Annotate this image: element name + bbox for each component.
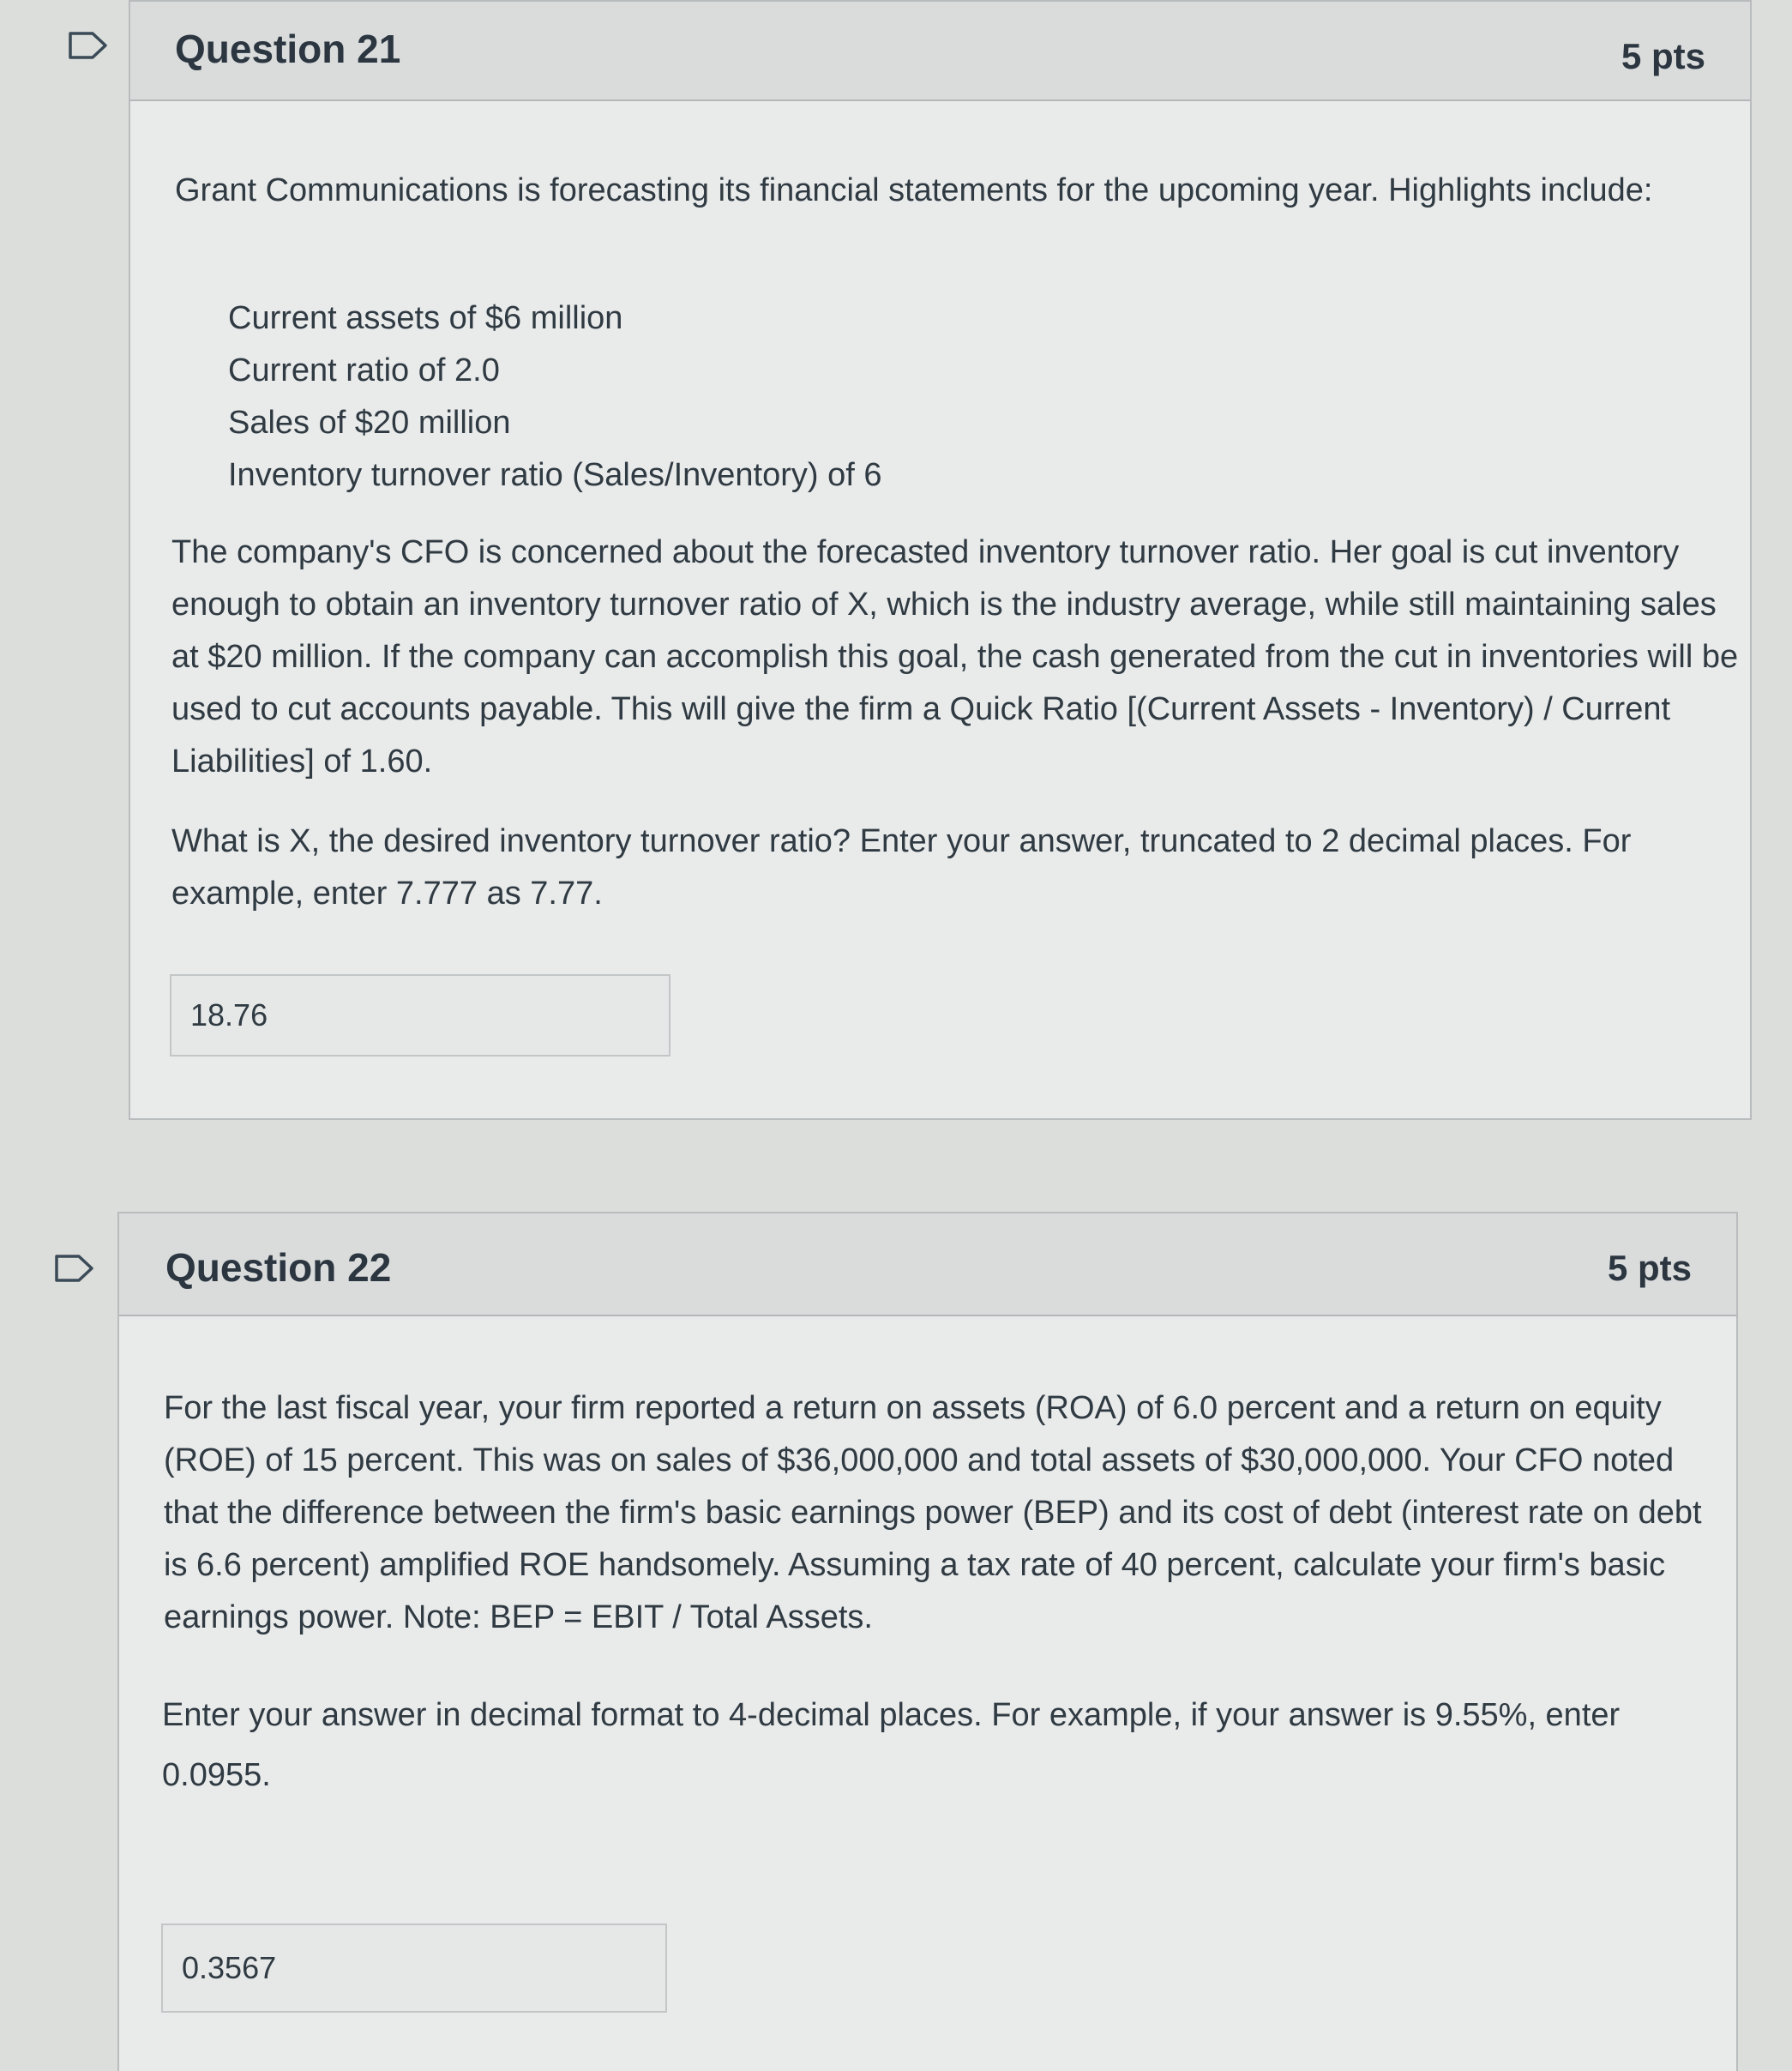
question-21-card bbox=[129, 0, 1752, 1120]
question-scenario: The company's CFO is concerned about the forecasted inventory turnover ratio. Her goal is cut inventory enough to obtain an inventory turnover ratio of X, which is the industry average, while still maintaining sales at $20 million. If the company can accomplish this goal, the cash generated from the cut in inventories will be used to cut accounts payable. This will give the firm a Quick Ratio [(Current Assets - Inventory) / Current Liabilities] of 1.60. bbox=[171, 534, 1739, 780]
flag-outline-icon[interactable] bbox=[67, 31, 110, 60]
flag-outline-icon[interactable] bbox=[53, 1254, 96, 1283]
question-title: Question 21 bbox=[175, 27, 401, 71]
answer-input[interactable] bbox=[170, 974, 670, 1057]
question-scenario: For the last fiscal year, your firm reported a return on assets (ROA) of 6.0 percent and a return on equity (ROE) of 15 percent. This was on sales of $36,000,000 and total assets of $30,000,000. Your CFO noted that the difference between the firm's basic earnings power (BEP) and its cost of debt (interest rate on debt is 6.6 percent) amplified ROE handsomely. Assuming a tax rate of 40 percent, calculate your firm's basic earnings power. Note: BEP = EBIT / Total Assets. bbox=[164, 1390, 1702, 1635]
question-prompt: Enter your answer in decimal format to 4-decimal places. For example, if your answer is 9.55%, enter 0.0955. bbox=[162, 1697, 1621, 1793]
question-title: Question 22 bbox=[165, 1245, 392, 1290]
question-22-header bbox=[119, 1213, 1736, 1316]
list-item: Current ratio of 2.0 bbox=[228, 352, 500, 388]
question-22-card bbox=[117, 1212, 1738, 2071]
list-item: Current assets of $6 million bbox=[228, 300, 623, 336]
question-intro: Grant Communications is forecasting its financial statements for the upcoming year. Highlights include: bbox=[175, 172, 1653, 208]
list-item: Sales of $20 million bbox=[228, 405, 511, 441]
question-21-header bbox=[130, 2, 1750, 101]
answer-input[interactable] bbox=[161, 1924, 667, 2013]
given-facts-list bbox=[228, 292, 881, 502]
question-points: 5 pts bbox=[1607, 1248, 1692, 1288]
list-item: Inventory turnover ratio (Sales/Inventory) of 6 bbox=[228, 457, 882, 493]
question-prompt: What is X, the desired inventory turnover ratio? Enter your answer, truncated to 2 decimal places. For example, enter 7.777 as 7.77. bbox=[171, 823, 1632, 912]
question-points: 5 pts bbox=[1621, 36, 1705, 76]
